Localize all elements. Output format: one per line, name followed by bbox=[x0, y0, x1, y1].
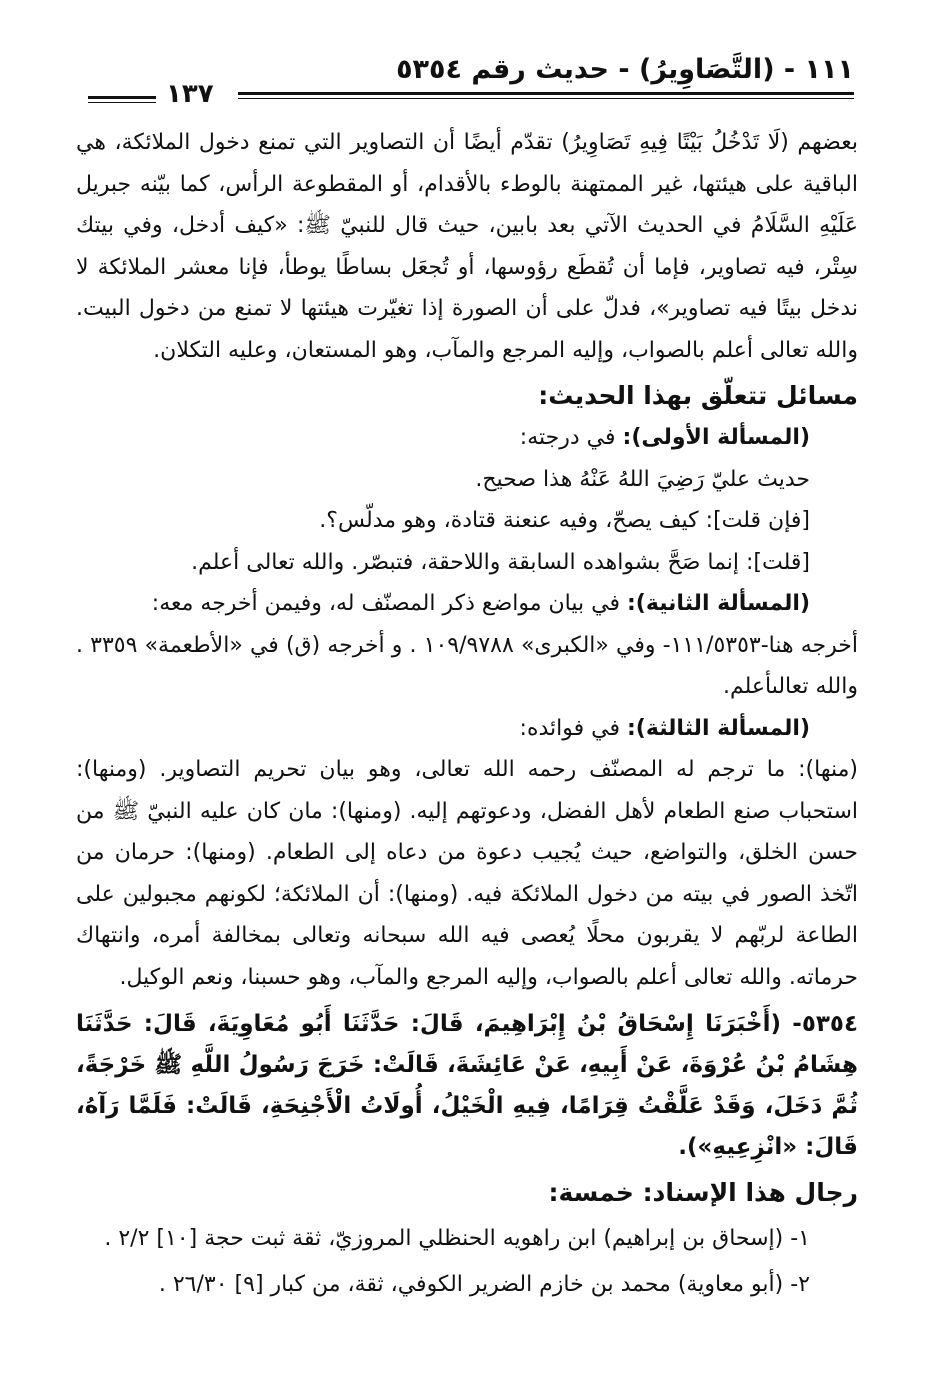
running-head: ١١١ - (التَّصَاوِيرُ) - حديث رقم ٥٣٥٤ bbox=[396, 54, 854, 85]
issue-first-line-1: حديث عليّ رَضِيَ اللهُ عَنْهُ هذا صحيح. bbox=[475, 466, 810, 492]
page-body bbox=[76, 122, 858, 1306]
issue-third-text: (منها): ما ترجم له المصنّف رحمه الله تعالى، وهو بيان تحريم التصاوير. (ومنها): استحباب صنع الطعام لأهل الفضل، ودعوتهم إليه. (ومنها): مان كان عليه النبيّ ﷺ من حسن الخلق، والتواضع، حيث يُجيب دعوة من دعاه إلى الطعام. (ومنها): حرمان من اتّخذ الصور في بيته من دخول الملائكة فيه. (ومنها): أن الملائكة؛ لكونهم مجبولين على الطاعة لربّهم لا يقربون محلًا يُعصى فيه الله سبحانه وتعالى بمخالفة أمره، وانتهاك حرماته. والله تعالى أعلم بالصواب، وإليه المرجع والمآب، وهو حسبنا، ونعم الوكيل. bbox=[76, 757, 858, 990]
issue-first-line-3: [قلت]: إنما صَحَّ بشواهده السابقة واللاحقة، فتبصّر. والله تعالى أعلم. bbox=[191, 549, 810, 575]
issue-second-heading bbox=[76, 583, 858, 625]
issue-first-title: (المسألة الأولى): bbox=[622, 425, 810, 450]
hadith-text: ٥٣٥٤- (أَخْبَرَنَا إِسْحَاقُ بْنُ إِبْرَاهِيمَ، قَالَ: حَدَّثَنَا أَبُو مُعَاوِيَةَ، قَالَ: حَدَّثَنَا هِشَامُ بْنُ عُرْوَةَ، عَنْ أَبِيهِ، عَنْ عَائِشَةَ، قَالَتْ: خَرَجَ رَسُولُ اللَّهِ ﷺ خَرْجَةً، ثُمَّ دَخَلَ، وَقَدْ عَلَّقْتُ قِرَامًا، فِيهِ الْخَيْلُ، أُولَاتُ الْأَجْنِحَةِ، قَالَتْ: فَلَمَّا رَآهُ، قَالَ: «انْزِعِيهِ»). bbox=[76, 1011, 858, 1160]
issue-third-heading bbox=[76, 708, 858, 750]
narrators-heading: رجال هذا الإسناد: خمسة: bbox=[548, 1178, 858, 1207]
issue-second-subtitle: في بيان مواضع ذكر المصنّف له، وفيمن أخرجه معه: bbox=[151, 591, 620, 616]
issue-third-subtitle: في فوائده: bbox=[519, 715, 620, 741]
page-number-rule-thin bbox=[88, 102, 156, 103]
narrator-item-1: ١- (إسحاق بن إبراهيم) ابن راهويه الحنظلي المروزيّ، ثقة ثبت حجة [١٠] ٢/٢ . bbox=[104, 1226, 810, 1251]
header-rule-thin bbox=[238, 98, 854, 99]
issues-heading: مسائل تتعلّق بهذا الحديث: bbox=[538, 381, 858, 410]
issue-second-title: (المسألة الثانية): bbox=[627, 591, 810, 616]
narrator-item-2: ٢- (أبو معاوية) محمد بن خازم الضرير الكوفي، ثقة، من كبار [٩] ٢٦/٣٠ . bbox=[158, 1272, 810, 1297]
issue-first-subtitle: في درجته: bbox=[519, 425, 616, 450]
page-number: ١٣٧ bbox=[166, 79, 214, 109]
issue-third-title: (المسألة الثالثة): bbox=[627, 715, 810, 741]
intro-paragraph: بعضهم (لَا تَدْخُلُ بَيْتًا فِيهِ تَصَاوِيرُ) تقدّم أيضًا أن التصاوير التي تمنع دخول الملائكة، هي الباقية على هيئتها، غير الممتهنة بالوطء بالأقدام، أو المقطوعة الرأس، كما بيّنه جبريل عَلَيْهِ السَّلَامُ في الحديث الآتي بعد بابين، حيث قال للنبيّ ﷺ: «كيف أدخل، وفي بيتك سِتْر، فيه تصاوير، فإما أن تُقطَع رؤوسها، أو تُجعَل بساطًا يوطأ، فإنا معشر الملائكة لا ندخل بيتًا فيه تصاوير»، فدلّ على أن الصورة إذا تغيّرت هيئتها لا تمنع من دخول البيت. والله تعالى أعلم بالصواب، وإليه المرجع والمآب، وهو المستعان، وعليه التكلان. bbox=[76, 130, 858, 363]
issue-first-heading bbox=[76, 417, 858, 459]
page-number-rule-thick bbox=[88, 96, 156, 99]
issue-first-line-2: [فإن قلت]: كيف يصحّ، وفيه عنعنة قتادة، وهو مدلّس؟. bbox=[319, 508, 810, 533]
issue-second-text: أخرجه هنا-١١١/٥٣٥٣- وفي «الكبرى» ١٠٩/٩٧٨٨ . و أخرجه (ق) في «الأطعمة» ٣٣٥٩ . والله تعالىأعلم. bbox=[76, 632, 858, 699]
page-header bbox=[88, 52, 854, 112]
header-rule-thick bbox=[238, 92, 854, 95]
